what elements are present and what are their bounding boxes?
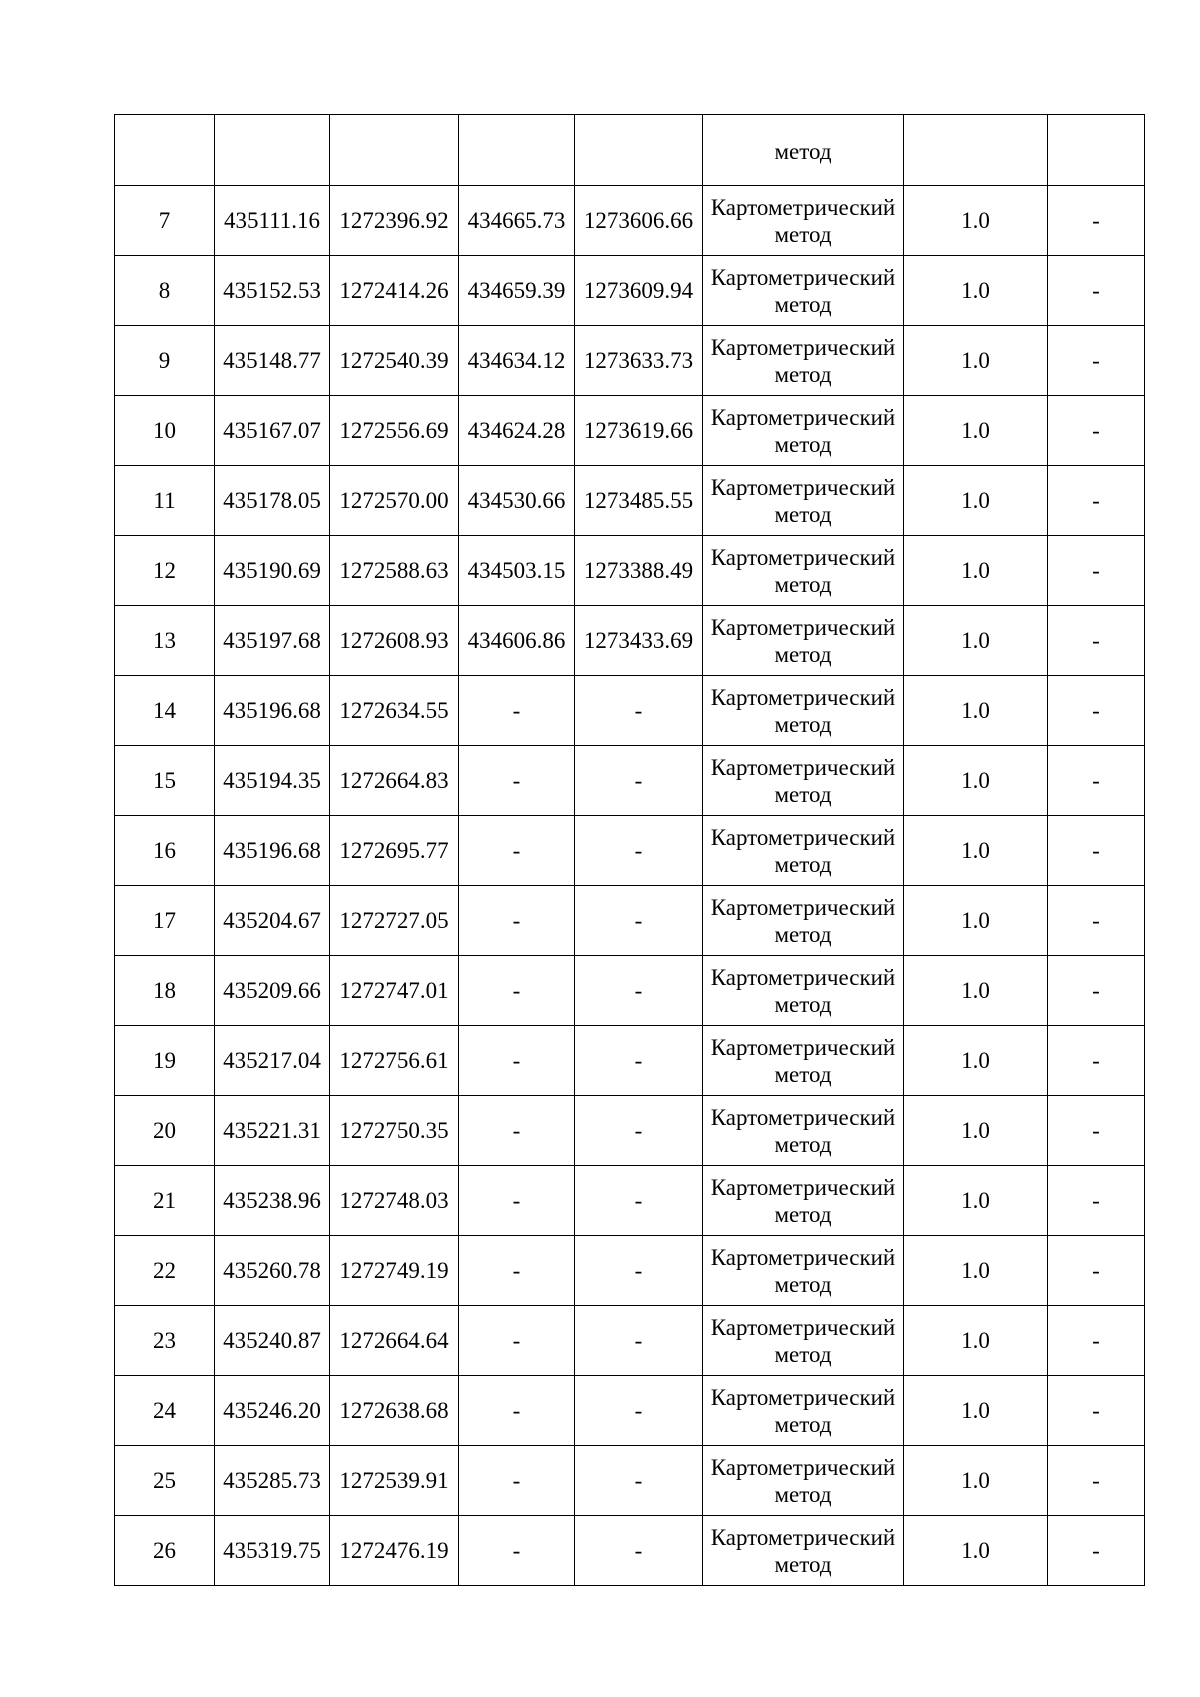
cell-x2: 434503.15: [459, 536, 575, 606]
cell-method: [703, 536, 904, 606]
table-row: [115, 1306, 1145, 1376]
cell-accuracy: 1.0: [904, 1306, 1048, 1376]
cell-number: 20: [115, 1096, 215, 1166]
method-line-2: метод: [774, 501, 832, 527]
cell-note: -: [1048, 396, 1145, 466]
cell-note: -: [1048, 466, 1145, 536]
cell-note: -: [1048, 256, 1145, 326]
method-line-1: Картометрический: [710, 264, 896, 290]
cell-number: 8: [115, 256, 215, 326]
table-row: [115, 886, 1145, 956]
cell-y2: 1273619.66: [575, 396, 703, 466]
cell-number: [115, 115, 215, 186]
method-line-1: Картометрический: [710, 334, 896, 360]
cell-method: [703, 326, 904, 396]
cell-accuracy: 1.0: [904, 606, 1048, 676]
method-line-1: Картометрический: [710, 1454, 896, 1480]
cell-note: [1048, 115, 1145, 186]
cell-y1: 1272664.64: [330, 1306, 459, 1376]
table-row: [115, 1166, 1145, 1236]
cell-y2: 1273433.69: [575, 606, 703, 676]
cell-method: [703, 466, 904, 536]
table-row: [115, 1026, 1145, 1096]
cell-x2: -: [459, 1516, 575, 1586]
cell-number: 24: [115, 1376, 215, 1446]
cell-accuracy: 1.0: [904, 676, 1048, 746]
table-row: [115, 606, 1145, 676]
cell-x2: -: [459, 746, 575, 816]
cell-x1: 435196.68: [215, 816, 330, 886]
cell-x1: 435285.73: [215, 1446, 330, 1516]
table-row: [115, 326, 1145, 396]
method-line-1: Картометрический: [710, 1524, 896, 1550]
cell-x1: 435209.66: [215, 956, 330, 1026]
cell-y1: 1272634.55: [330, 676, 459, 746]
cell-y1: 1272396.92: [330, 186, 459, 256]
method-line-2: метод: [774, 431, 832, 457]
table-row: [115, 956, 1145, 1026]
table-row: [115, 396, 1145, 466]
method-line-2: метод: [774, 1061, 832, 1087]
cell-accuracy: 1.0: [904, 396, 1048, 466]
cell-method: [703, 886, 904, 956]
table-row: [115, 1376, 1145, 1446]
coordinates-table: [114, 114, 1145, 1586]
cell-number: 15: [115, 746, 215, 816]
cell-method: [703, 746, 904, 816]
cell-accuracy: 1.0: [904, 466, 1048, 536]
cell-x1: [215, 115, 330, 186]
cell-y2: [575, 115, 703, 186]
cell-y1: 1272727.05: [330, 886, 459, 956]
cell-y2: -: [575, 1236, 703, 1306]
method-line-1: Картометрический: [710, 1314, 896, 1340]
cell-method: [703, 1516, 904, 1586]
cell-accuracy: 1.0: [904, 1376, 1048, 1446]
cell-accuracy: [904, 115, 1048, 186]
method-line-1: Картометрический: [710, 194, 896, 220]
cell-method: [703, 606, 904, 676]
cell-number: 10: [115, 396, 215, 466]
table-row: [115, 1516, 1145, 1586]
cell-y2: -: [575, 1166, 703, 1236]
cell-method: [703, 1236, 904, 1306]
method-line-1: Картометрический: [710, 1244, 896, 1270]
method-line-2: метод: [774, 1341, 832, 1367]
cell-y2: -: [575, 676, 703, 746]
cell-x1: 435148.77: [215, 326, 330, 396]
cell-x2: 434665.73: [459, 186, 575, 256]
cell-x2: -: [459, 1306, 575, 1376]
method-line-1: Картометрический: [710, 1034, 896, 1060]
method-line-2: метод: [774, 921, 832, 947]
cell-number: 19: [115, 1026, 215, 1096]
cell-x2: -: [459, 956, 575, 1026]
method-line-2: метод: [774, 221, 832, 247]
table-body: [115, 115, 1145, 1586]
cell-accuracy: 1.0: [904, 1236, 1048, 1306]
cell-y1: 1272608.93: [330, 606, 459, 676]
method-line-1: Картометрический: [710, 1174, 896, 1200]
cell-y2: -: [575, 1376, 703, 1446]
cell-y2: 1273609.94: [575, 256, 703, 326]
cell-y2: -: [575, 1026, 703, 1096]
cell-x1: 435197.68: [215, 606, 330, 676]
cell-number: 25: [115, 1446, 215, 1516]
cell-y2: -: [575, 746, 703, 816]
cell-accuracy: 1.0: [904, 1166, 1048, 1236]
cell-y1: 1272695.77: [330, 816, 459, 886]
cell-note: -: [1048, 956, 1145, 1026]
method-line-1: Картометрический: [710, 824, 896, 850]
cell-accuracy: 1.0: [904, 256, 1048, 326]
cell-method: [703, 956, 904, 1026]
cell-number: 21: [115, 1166, 215, 1236]
method-line-2: метод: [774, 781, 832, 807]
cell-number: 14: [115, 676, 215, 746]
cell-accuracy: 1.0: [904, 746, 1048, 816]
cell-x2: -: [459, 886, 575, 956]
cell-accuracy: 1.0: [904, 536, 1048, 606]
table-row: [115, 1236, 1145, 1306]
cell-note: -: [1048, 1516, 1145, 1586]
cell-method: [703, 816, 904, 886]
cell-y2: 1273606.66: [575, 186, 703, 256]
cell-note: -: [1048, 1096, 1145, 1166]
cell-method: [703, 396, 904, 466]
cell-x1: 435238.96: [215, 1166, 330, 1236]
cell-method: [703, 1096, 904, 1166]
cell-method: [703, 1446, 904, 1516]
method-line-2: метод: [774, 1411, 832, 1437]
cell-y1: 1272540.39: [330, 326, 459, 396]
cell-note: -: [1048, 536, 1145, 606]
method-line-1: Картометрический: [710, 474, 896, 500]
method-line-1: Картометрический: [710, 964, 896, 990]
cell-y2: 1273633.73: [575, 326, 703, 396]
method-line-2: метод: [774, 571, 832, 597]
cell-x2: 434606.86: [459, 606, 575, 676]
cell-note: -: [1048, 1236, 1145, 1306]
cell-method: [703, 676, 904, 746]
method-line-1: Картометрический: [710, 404, 896, 430]
cell-x1: 435190.69: [215, 536, 330, 606]
cell-y1: 1272556.69: [330, 396, 459, 466]
cell-x2: -: [459, 1376, 575, 1446]
method-line-2: метод: [774, 641, 832, 667]
cell-x2: -: [459, 1096, 575, 1166]
cell-y1: 1272570.00: [330, 466, 459, 536]
cell-x2: -: [459, 1236, 575, 1306]
table-row: [115, 1096, 1145, 1166]
cell-y2: -: [575, 886, 703, 956]
cell-x2: [459, 115, 575, 186]
cell-y2: -: [575, 1306, 703, 1376]
cell-note: -: [1048, 816, 1145, 886]
cell-method: метод: [703, 115, 904, 186]
cell-y2: -: [575, 1096, 703, 1166]
method-line-2: метод: [774, 1201, 832, 1227]
cell-y2: -: [575, 816, 703, 886]
method-line-2: метод: [774, 711, 832, 737]
cell-accuracy: 1.0: [904, 1516, 1048, 1586]
table-row: [115, 186, 1145, 256]
method-line-1: Картометрический: [710, 754, 896, 780]
cell-y2: 1273485.55: [575, 466, 703, 536]
method-line-1: Картометрический: [710, 894, 896, 920]
cell-x2: -: [459, 676, 575, 746]
method-line-1: Картометрический: [710, 544, 896, 570]
table-row: [115, 536, 1145, 606]
cell-y1: 1272588.63: [330, 536, 459, 606]
cell-x1: 435196.68: [215, 676, 330, 746]
cell-x2: 434634.12: [459, 326, 575, 396]
cell-method: [703, 256, 904, 326]
cell-x1: 435178.05: [215, 466, 330, 536]
cell-note: -: [1048, 1026, 1145, 1096]
cell-number: 22: [115, 1236, 215, 1306]
cell-number: 16: [115, 816, 215, 886]
cell-y1: 1272748.03: [330, 1166, 459, 1236]
cell-note: -: [1048, 886, 1145, 956]
cell-number: 11: [115, 466, 215, 536]
cell-note: -: [1048, 1446, 1145, 1516]
cell-accuracy: 1.0: [904, 326, 1048, 396]
cell-x2: 434624.28: [459, 396, 575, 466]
method-line-1: Картометрический: [710, 614, 896, 640]
cell-number: 26: [115, 1516, 215, 1586]
cell-x2: 434659.39: [459, 256, 575, 326]
cell-x2: -: [459, 1446, 575, 1516]
method-line-2: метод: [774, 1481, 832, 1507]
cell-method: [703, 1166, 904, 1236]
cell-x1: 435194.35: [215, 746, 330, 816]
cell-note: -: [1048, 1376, 1145, 1446]
cell-y1: 1272476.19: [330, 1516, 459, 1586]
table-row: [115, 1446, 1145, 1516]
cell-method: [703, 1376, 904, 1446]
table-row: [115, 816, 1145, 886]
method-line-2: метод: [774, 991, 832, 1017]
cell-x1: 435217.04: [215, 1026, 330, 1096]
method-line-1: Картометрический: [710, 1384, 896, 1410]
cell-accuracy: 1.0: [904, 1026, 1048, 1096]
cell-number: 18: [115, 956, 215, 1026]
cell-y2: -: [575, 956, 703, 1026]
cell-number: 17: [115, 886, 215, 956]
cell-y1: 1272664.83: [330, 746, 459, 816]
cell-x1: 435204.67: [215, 886, 330, 956]
cell-accuracy: 1.0: [904, 886, 1048, 956]
table-row: [115, 746, 1145, 816]
cell-x1: 435152.53: [215, 256, 330, 326]
method-line-2: метод: [774, 361, 832, 387]
cell-x1: 435221.31: [215, 1096, 330, 1166]
cell-x1: 435260.78: [215, 1236, 330, 1306]
method-line-2: метод: [774, 291, 832, 317]
method-line-2: метод: [774, 851, 832, 877]
cell-accuracy: 1.0: [904, 956, 1048, 1026]
cell-x2: -: [459, 1026, 575, 1096]
table-row: [115, 256, 1145, 326]
cell-x2: -: [459, 1166, 575, 1236]
cell-note: -: [1048, 1306, 1145, 1376]
table-row: [115, 676, 1145, 746]
table-row: [115, 466, 1145, 536]
cell-note: -: [1048, 746, 1145, 816]
cell-note: -: [1048, 676, 1145, 746]
cell-x1: 435240.87: [215, 1306, 330, 1376]
method-line-2: метод: [774, 1551, 832, 1577]
cell-number: 9: [115, 326, 215, 396]
cell-number: 23: [115, 1306, 215, 1376]
cell-note: -: [1048, 186, 1145, 256]
cell-accuracy: 1.0: [904, 186, 1048, 256]
cell-y1: [330, 115, 459, 186]
cell-method: [703, 186, 904, 256]
cell-x2: -: [459, 816, 575, 886]
cell-x1: 435246.20: [215, 1376, 330, 1446]
cell-accuracy: 1.0: [904, 1446, 1048, 1516]
cell-method: [703, 1026, 904, 1096]
cell-y1: 1272414.26: [330, 256, 459, 326]
cell-x2: 434530.66: [459, 466, 575, 536]
method-line-2: метод: [774, 1131, 832, 1157]
cell-note: -: [1048, 326, 1145, 396]
cell-y1: 1272756.61: [330, 1026, 459, 1096]
cell-y1: 1272747.01: [330, 956, 459, 1026]
method-line-1: Картометрический: [710, 1104, 896, 1130]
cell-x1: 435111.16: [215, 186, 330, 256]
table-row-continued: [115, 115, 1145, 186]
cell-y2: -: [575, 1446, 703, 1516]
cell-y2: -: [575, 1516, 703, 1586]
cell-y1: 1272749.19: [330, 1236, 459, 1306]
cell-y2: 1273388.49: [575, 536, 703, 606]
method-line-1: Картометрический: [710, 684, 896, 710]
method-line-2: метод: [774, 1271, 832, 1297]
cell-y1: 1272750.35: [330, 1096, 459, 1166]
cell-y1: 1272539.91: [330, 1446, 459, 1516]
cell-note: -: [1048, 606, 1145, 676]
cell-note: -: [1048, 1166, 1145, 1236]
cell-number: 13: [115, 606, 215, 676]
cell-x1: 435319.75: [215, 1516, 330, 1586]
cell-accuracy: 1.0: [904, 1096, 1048, 1166]
cell-x1: 435167.07: [215, 396, 330, 466]
cell-y1: 1272638.68: [330, 1376, 459, 1446]
cell-accuracy: 1.0: [904, 816, 1048, 886]
cell-number: 7: [115, 186, 215, 256]
cell-method: [703, 1306, 904, 1376]
cell-number: 12: [115, 536, 215, 606]
